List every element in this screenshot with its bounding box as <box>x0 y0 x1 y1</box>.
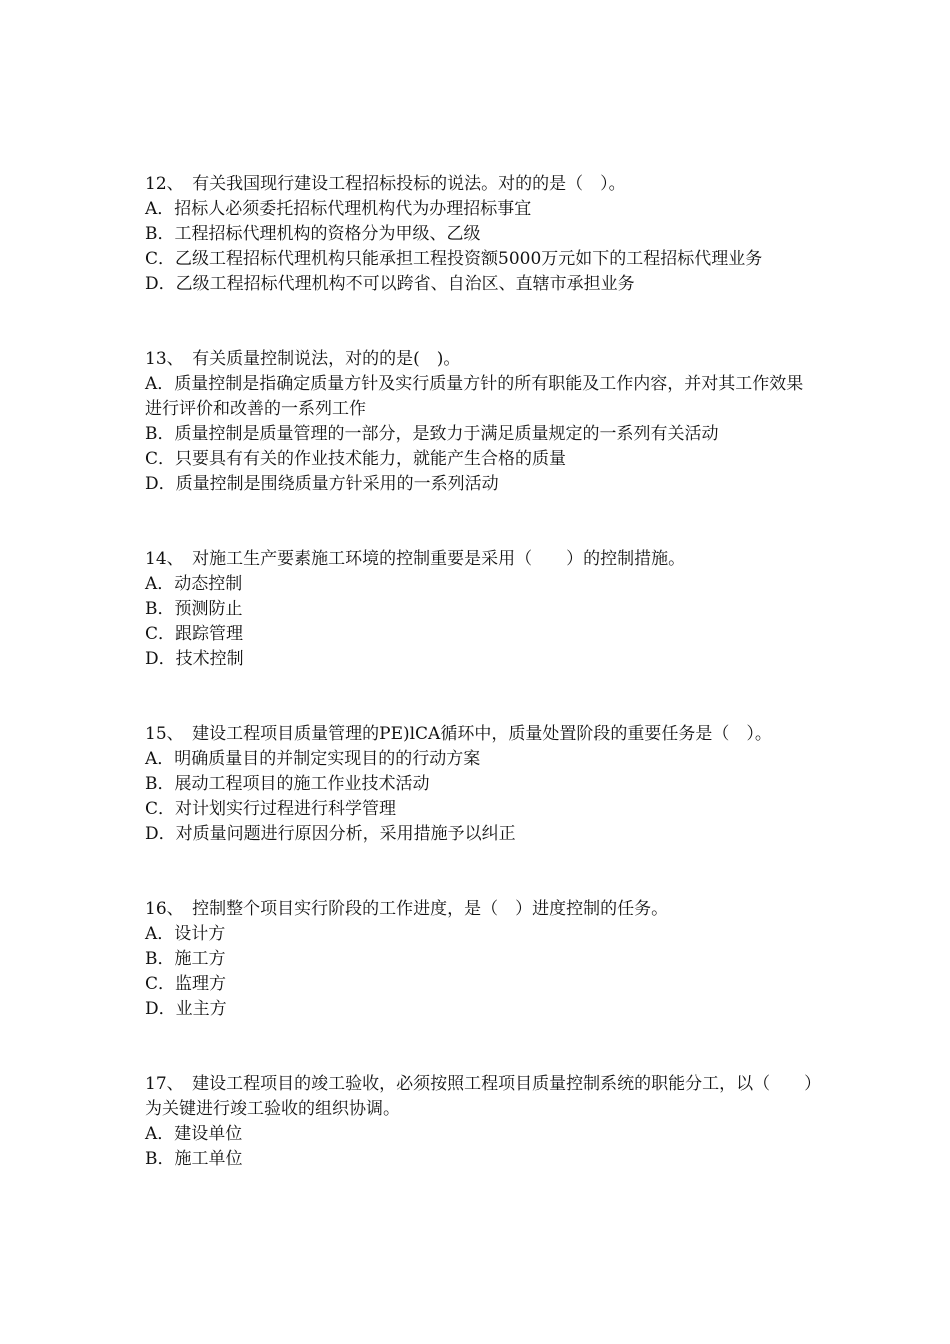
option-b: B．展动工程项目的施工作业技术活动 <box>145 774 430 794</box>
option-c: C．对计划实行过程进行科学管理 <box>145 799 397 819</box>
option-d: D．乙级工程招标代理机构不可以跨省、自治区、直辖市承担业务 <box>145 274 635 294</box>
option-a: A．动态控制 <box>145 574 243 594</box>
option-c: C．乙级工程招标代理机构只能承担工程投资额5000万元如下的工程招标代理业务 <box>145 249 763 269</box>
option-a: A．明确质量目的并制定实现目的的行动方案 <box>145 749 481 769</box>
option-a: A．建设单位 <box>145 1124 243 1144</box>
question-stem: 12、 有关我国现行建设工程招标投标的说法。对的的是（ ）。 <box>145 174 626 194</box>
option-d: D．技术控制 <box>145 649 244 669</box>
option-d: D．质量控制是围绕质量方针采用的一系列活动 <box>145 474 499 494</box>
option-b: B．质量控制是质量管理的一部分，是致力于满足质量规定的一系列有关活动 <box>145 424 719 444</box>
option-d: D．业主方 <box>145 999 227 1019</box>
option-a: A．质量控制是指确定质量方针及实行质量方针的所有职能及工作内容，并对其工作效果进行评价和改善的一系列工作 <box>145 374 804 419</box>
question-13 <box>145 347 815 497</box>
question-stem: 16、 控制整个项目实行阶段的工作进度，是（ ）进度控制的任务。 <box>145 899 669 919</box>
question-17 <box>145 1072 815 1172</box>
document-page <box>145 172 815 1172</box>
question-stem: 13、 有关质量控制说法，对的的是( )。 <box>145 349 461 369</box>
option-b: B．施工单位 <box>145 1149 243 1169</box>
option-a: A．设计方 <box>145 924 226 944</box>
option-c: C．跟踪管理 <box>145 624 244 644</box>
option-c: C．只要具有有关的作业技术能力，就能产生合格的质量 <box>145 449 567 469</box>
option-b: B．工程招标代理机构的资格分为甲级、乙级 <box>145 224 481 244</box>
option-d: D．对质量问题进行原因分析，采用措施予以纠正 <box>145 824 516 844</box>
option-c: C．监理方 <box>145 974 227 994</box>
question-stem: 14、 对施工生产要素施工环境的控制重要是采用（ ）的控制措施。 <box>145 549 686 569</box>
question-15 <box>145 722 815 847</box>
question-stem: 15、 建设工程项目质量管理的PE)lCA循环中，质量处置阶段的重要任务是（ ）。 <box>145 724 772 744</box>
option-b: B．预测防止 <box>145 599 243 619</box>
question-12 <box>145 172 815 297</box>
option-b: B．施工方 <box>145 949 226 969</box>
question-16 <box>145 897 815 1022</box>
option-a: A．招标人必须委托招标代理机构代为办理招标事宜 <box>145 199 532 219</box>
question-14 <box>145 547 815 672</box>
question-stem: 17、 建设工程项目的竣工验收，必须按照工程项目质量控制系统的职能分工，以（ ）为关键进行竣工验收的组织协调。 <box>145 1074 813 1119</box>
